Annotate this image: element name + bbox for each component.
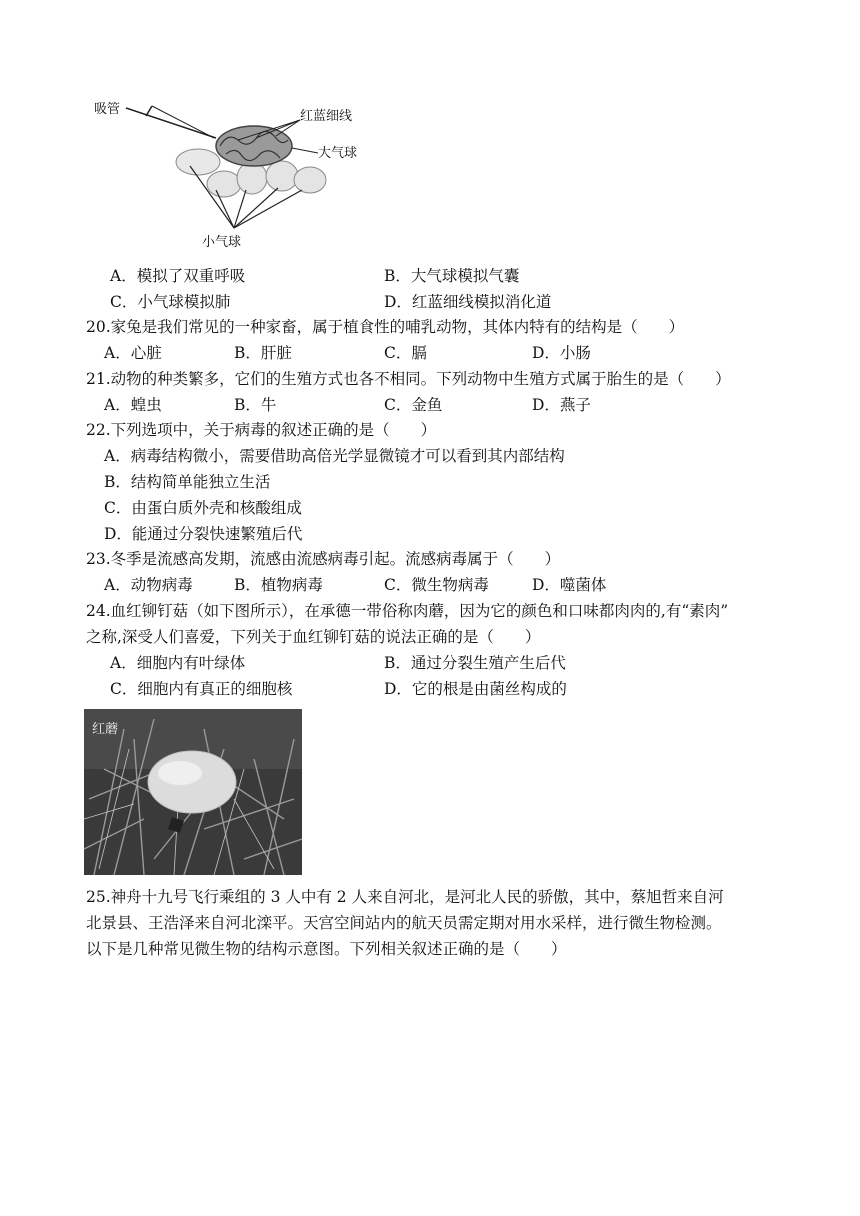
q22-option-c: C．由蛋白质外壳和核酸组成 [104,499,302,517]
q24-option-a: A．细胞内有叶绿体 [110,654,246,672]
small-balloon [237,162,267,194]
photo-caption: 红蘑 [92,722,119,737]
q22-option-b: B．结构简单能独立生活 [104,473,271,491]
q25-stem-line-2: 北景县、王浩泽来自河北滦平。天宫空间站内的航天员需定期对用水采样，进行微生物检测。 [86,914,722,932]
q24-option-d: D．它的根是由菌丝构成的 [384,680,567,698]
small-balloon [176,149,220,175]
q19-option-b: B．大气球模拟气囊 [384,267,520,285]
q21-option-b: B．牛 [234,396,277,414]
q23-option-d: D．噬菌体 [532,576,607,594]
q23-option-c: C．微生物病毒 [384,576,489,594]
q21-option-a: A．蝗虫 [104,396,162,414]
q22-option-a: A．病毒结构微小，需要借助高倍光学显微镜才可以看到其内部结构 [104,447,565,465]
q21-option-d: D．燕子 [532,396,591,414]
label-small-balloon: 小气球 [202,235,242,250]
q22-option-d: D．能通过分裂快速繁殖后代 [104,525,303,543]
small-balloon [207,171,241,197]
q24-option-c: C．细胞内有真正的细胞核 [110,680,293,698]
q23-option-a: A．动物病毒 [104,576,193,594]
label-thread: 红蓝细线 [300,109,353,124]
q24-stem-line-2: 之称,深受人们喜爱，下列关于血红铆钉菇的说法正确的是（ ） [86,628,541,646]
q20-option-d: D．小肠 [532,344,591,362]
q19-option-a: A．模拟了双重呼吸 [110,267,246,285]
q25-stem-line-3: 以下是几种常见微生物的结构示意图。下列相关叙述正确的是（ ） [86,940,567,958]
q20-option-c: C．膈 [384,344,427,362]
label-straw: 吸管 [94,102,121,117]
q20-stem: 20.家兔是我们常见的一种家畜，属于植食性的哺乳动物，其体内特有的结构是（ ） [86,318,685,336]
q20-option-a: A．心脏 [104,344,162,362]
q23-stem: 23.冬季是流感高发期，流感由流感病毒引起。流感病毒属于（ ） [86,550,561,568]
q24-option-b: B．通过分裂生殖产生后代 [384,654,566,672]
q21-option-c: C．金鱼 [384,396,443,414]
q19-option-d: D．红蓝细线模拟消化道 [384,293,552,311]
q19-option-c: C．小气球模拟肺 [110,293,231,311]
small-balloon [266,161,298,191]
q21-stem: 21.动物的种类繁多，它们的生殖方式也各不相同。下列动物中生殖方式属于胎生的是（ ） [86,370,731,388]
label-big-balloon: 大气球 [318,146,358,161]
mushroom-photo [84,709,302,875]
q25-stem-line-1: 25.神舟十九号飞行乘组的 3 人中有 2 人来自河北，是河北人民的骄傲，其中，蔡旭哲来自河 [86,888,724,906]
small-balloon [294,167,326,193]
q24-stem-line-1: 24.血红铆钉菇（如下图所示），在承德一带俗称肉蘑，因为它的颜色和口味都肉肉的,有“素肉” [86,602,729,620]
balloon-lung-model-figure [86,94,382,254]
q22-stem: 22.下列选项中，关于病毒的叙述正确的是（ ） [86,421,437,439]
q23-option-b: B．植物病毒 [234,576,323,594]
q20-option-b: B．肝脏 [234,344,292,362]
